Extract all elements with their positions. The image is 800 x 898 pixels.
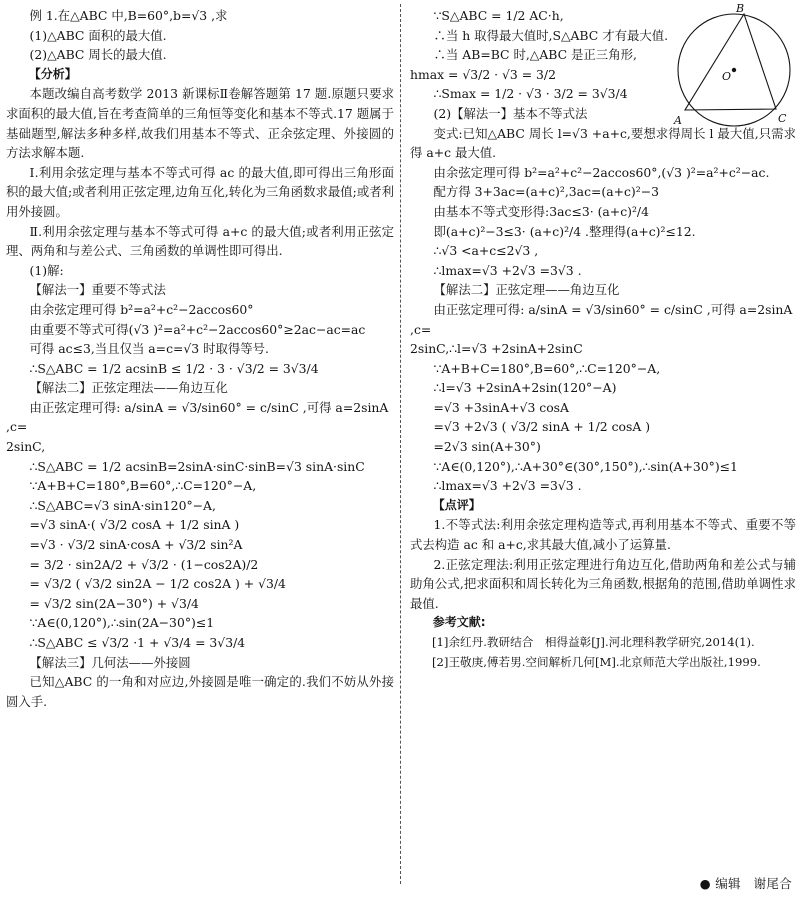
analysis-paragraph: 本题改编自高考数学 2013 新课标Ⅱ卷解答题第 17 题.原题只要求求面积的最大值,旨在考查简单的三角恒等变化和基本不等式.17 题属于基础题型,解法多种多样,故我们用基本不等式、正余弦定理、外接圆的方法求解本题.	[6, 86, 394, 161]
formula-line: =√3 sinA·( √3/2 cosA + 1/2 sinA )	[29, 517, 240, 533]
variant-statement: 变式:已知△ABC 周长 l=√3 +a+c,要想求得周长 l 最大值,只需求得 a+c 最大值.	[410, 125, 796, 161]
formula-line: =√3 +2√3 ( √3/2 sinA + 1/2 cosA )	[433, 419, 651, 435]
reference-1: [1]余红丹.教研结合 相得益彰[J].河北理科教学研究,2014(1).	[432, 635, 755, 649]
formula-line: ∴S△ABC = 1/2 acsinB ≤ 1/2 · 3 · √3/2 = 3√3/4	[29, 360, 319, 376]
formula-line: ∴lmax=√3 +2√3 =3√3 .	[433, 262, 582, 278]
formula-line: = √3/2 sin(2A−30°) + √3/4	[29, 595, 199, 611]
formula-line: 可得 ac≤3,当且仅当 a=c=√3 时取得等号.	[29, 341, 269, 357]
formula-line: = 3/2 · sin2A/2 + √3/2 · (1−cos2A)/2	[29, 556, 259, 572]
formula-line: ∴S△ABC=√3 sinA·sin120°−A,	[29, 497, 216, 513]
formula-line: ∵S△ABC = 1/2 AC·h,	[433, 8, 564, 23]
formula-line: ∴l=√3 +2sinA+2sin(120°−A)	[433, 380, 617, 396]
example-statement: 例 1.在△ABC 中,B=60°,b=√3 ,求	[29, 8, 228, 23]
formula-line: =2√3 sin(A+30°)	[433, 439, 541, 455]
formula-line: ∵A+B+C=180°,B=60°,∴C=120°−A,	[29, 478, 257, 494]
solution-1-method-1-heading: 【解法一】重要不等式法	[29, 282, 166, 298]
formula-line: ∴Smax = 1/2 · √3 · 3/2 = 3√3/4	[433, 86, 628, 102]
question-2: (2)△ABC 周长的最大值.	[29, 47, 167, 63]
formula-line: 由基本不等式变形得:3ac≤3· (a+c)²/4	[433, 203, 649, 219]
solution-1-method-2-heading: 【解法二】正弦定理法——角边互化	[29, 380, 228, 396]
method-3-intro: 已知△ABC 的一角和对应边,外接圆是唯一确定的.我们不妨从外接圆入手.	[6, 674, 394, 709]
editor-credit: ● 编辑 谢尾合	[699, 876, 792, 891]
solution-2-method-1-heading: (2)【解法一】基本不等式法	[433, 105, 588, 121]
formula-line: 由正弦定理可得: a/sinA = √3/sin60° = c/sinC ,可得 a=2sinA ,c=	[6, 399, 393, 435]
formula-line: = √3/2 ( √3/2 sin2A − 1/2 cos2A ) + √3/4	[29, 576, 286, 592]
formula-line: =√3 +3sinA+√3 cosA	[433, 399, 569, 415]
formula-line: ∵A∈(0,120°),∴A+30°∈(30°,150°),∴sin(A+30°)≤1	[433, 458, 738, 474]
column-divider	[400, 4, 401, 884]
text-line: ∴当 h 取得最大值时,S△ABC 才有最大值.	[433, 27, 669, 43]
formula-line: ∴√3 <a+c≤2√3 ,	[433, 243, 539, 259]
right-column	[410, 6, 796, 672]
solution-1-method-3-heading: 【解法三】几何法——外接圆	[29, 654, 191, 670]
analysis-heading: 【分析】	[28, 66, 77, 81]
label-a: A	[674, 114, 682, 127]
label-b: B	[736, 2, 745, 15]
formula-line: 由余弦定理可得 b²=a²+c²−2accos60°,(√3 )²=a²+c²−ac.	[433, 164, 770, 180]
method-2-summary: Ⅱ.利用余弦定理与基本不等式可得 a+c 的最大值;或者利用正弦定理、两角和与差公式、三角函数的单调性即可得出.	[6, 223, 394, 259]
label-c: C	[778, 112, 787, 125]
commentary-point-1: 1.不等式法:利用余弦定理构造等式,再利用基本不等式、重要不等式去构造 ac 和 a+c,求其最大值,减小了运算量.	[410, 517, 796, 553]
formula-line: 由余弦定理可得 b²=a²+c²−2accos60°	[29, 301, 254, 317]
formula-line: 由重要不等式可得(√3 )²=a²+c²−2accos60°≥2ac−ac=ac	[29, 321, 366, 337]
text-line: ∴当 AB=BC 时,△ABC 是正三角形,	[433, 47, 637, 63]
label-o: O	[722, 70, 732, 83]
question-1: (1)△ABC 面积的最大值.	[29, 27, 167, 43]
formula-line: 即(a+c)²−3≤3· (a+c)²/4 .整理得(a+c)²≤12.	[433, 223, 696, 239]
solution-2-method-2-heading: 【解法二】正弦定理——角边互化	[433, 282, 620, 298]
formula-line: hmax = √3/2 · √3 = 3/2	[410, 66, 556, 82]
formula-line: 配方得 3+3ac=(a+c)²,3ac=(a+c)²−3	[433, 184, 659, 200]
formula-line: =√3 · √3/2 sinA·cosA + √3/2 sin²A	[29, 537, 243, 553]
formula-line: 2sinC,∴l=√3 +2sinA+2sinC	[410, 341, 583, 357]
formula-line: 2sinC,	[6, 439, 46, 455]
formula-line: ∵A∈(0,120°),∴sin(2A−30°)≤1	[29, 615, 215, 631]
commentary-heading: 【点评】	[432, 497, 481, 512]
left-column	[6, 6, 394, 711]
formula-line: 由正弦定理可得: a/sinA = √3/sin60° = c/sinC ,可得 a=2sinA ,c=	[410, 301, 797, 337]
formula-line: ∴lmax=√3 +2√3 =3√3 .	[433, 478, 582, 494]
formula-line: ∴S△ABC ≤ √3/2 ·1 + √3/4 = 3√3/4	[29, 635, 246, 650]
formula-line: ∵A+B+C=180°,B=60°,∴C=120°−A,	[433, 360, 661, 376]
reference-2: [2]王敬庚,傅若男.空间解析几何[M].北京师范大学出版社,1999.	[432, 654, 761, 669]
solution-1-label: (1)解:	[29, 262, 64, 278]
method-1-summary: Ⅰ.利用余弦定理与基本不等式可得 ac 的最大值,即可得出三角形面积的最大值;或者利用正弦定理,边角互化,转化为三角函数求最值;或者利用外接圆。	[6, 164, 394, 219]
formula-line: ∴S△ABC = 1/2 acsinB=2sinA·sinC·sinB=√3 sinA·sinC	[29, 458, 365, 474]
commentary-point-2: 2.正弦定理法:利用正弦定理进行角边互化,借助两角和差公式与辅助角公式,把求面积和周长转化为三角函数,根据角的范围,借助单调性求最值.	[410, 556, 796, 611]
references-heading: 参考文献:	[432, 615, 486, 630]
